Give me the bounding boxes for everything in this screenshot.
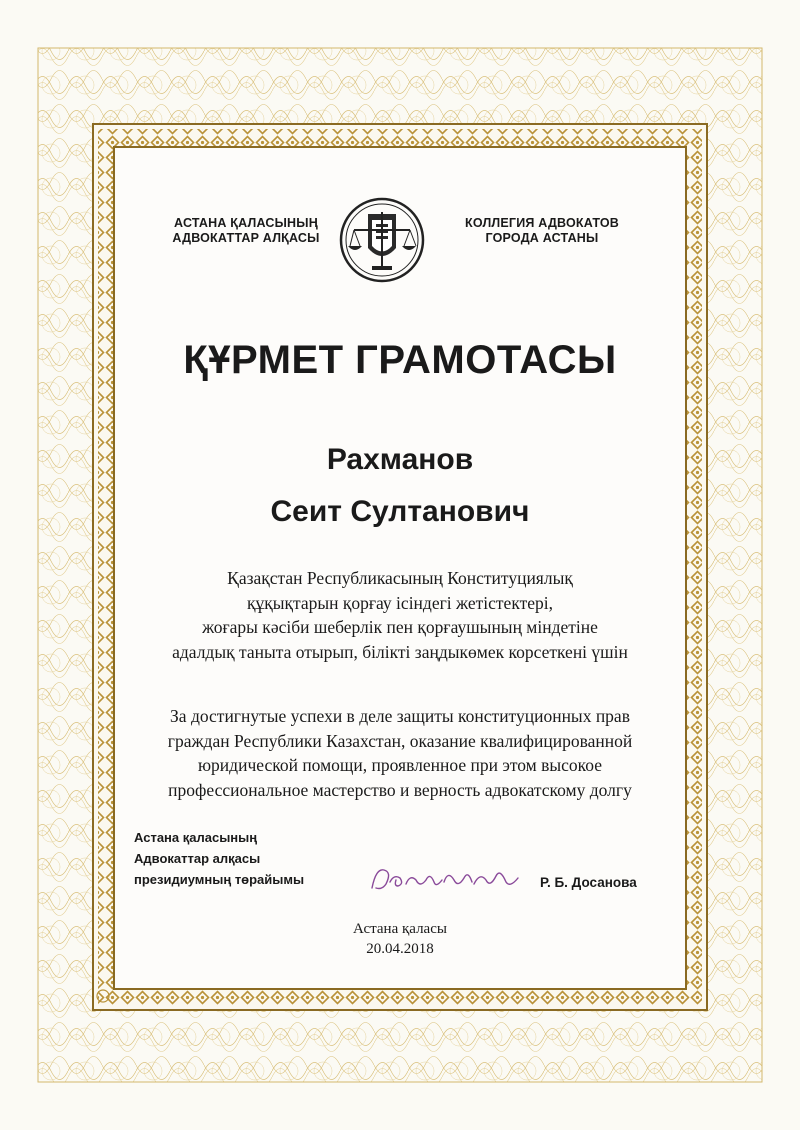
recipient-surname: Рахманов <box>326 443 474 476</box>
signatory-position-line: Адвокаттар алқасы <box>134 851 261 866</box>
issue-place: Астана қаласы <box>353 921 447 937</box>
org-name-russian-line-2: ГОРОДА АСТАНЫ <box>485 231 599 245</box>
issue-place-date <box>250 919 550 959</box>
citation-russian-line: профессиональное мастерство и верность адвокатскому долгу <box>168 779 632 800</box>
handwritten-signature <box>368 858 528 898</box>
citation-kazakh-line: адалдық таныта отырып, білікті заңдыкөмек корсеткені үшін <box>172 641 628 662</box>
citation-russian <box>120 704 680 802</box>
citation-kazakh <box>120 566 680 664</box>
signatory-position-line: президиумның төрайымы <box>134 872 305 887</box>
recipient-given-names: Сеит Султанович <box>270 495 530 528</box>
signatory-position-line: Астана қаласының <box>134 830 258 845</box>
signatory-name: Р. Б. Досанова <box>540 875 637 890</box>
org-name-kazakh-line-2: АДВОКАТТАР АЛҚАСЫ <box>172 231 320 245</box>
citation-russian-line: юридической помощи, проявленное при этом высокое <box>197 755 602 775</box>
issue-date: 20.04.2018 <box>366 941 434 957</box>
citation-kazakh-line: Қазақстан Республикасының Конституциялық <box>227 568 573 588</box>
org-name-kazakh-line-1: АСТАНА ҚАЛАСЫНЫҢ <box>174 216 318 230</box>
certificate-title: ҚҰРМЕТ ГРАМОТАСЫ <box>183 338 617 382</box>
org-name-kazakh <box>166 216 326 246</box>
citation-kazakh-line: құқықтарын қорғау ісіндегі жетістектері, <box>246 592 553 613</box>
signatory-position <box>134 827 304 890</box>
citation-russian-line: За достигнутые успехи в деле защиты конституционных прав <box>170 706 630 726</box>
scales-of-justice-icon <box>338 196 426 284</box>
citation-kazakh-line: жоғары кәсіби шеберлік пен қорғаушының міндетіне <box>202 617 598 637</box>
org-name-russian-line-1: КОЛЛЕГИЯ АДВОКАТОВ <box>465 216 619 230</box>
citation-russian-line: граждан Республики Казахстан, оказание квалифицированной <box>167 730 633 751</box>
org-name-russian <box>452 216 632 246</box>
